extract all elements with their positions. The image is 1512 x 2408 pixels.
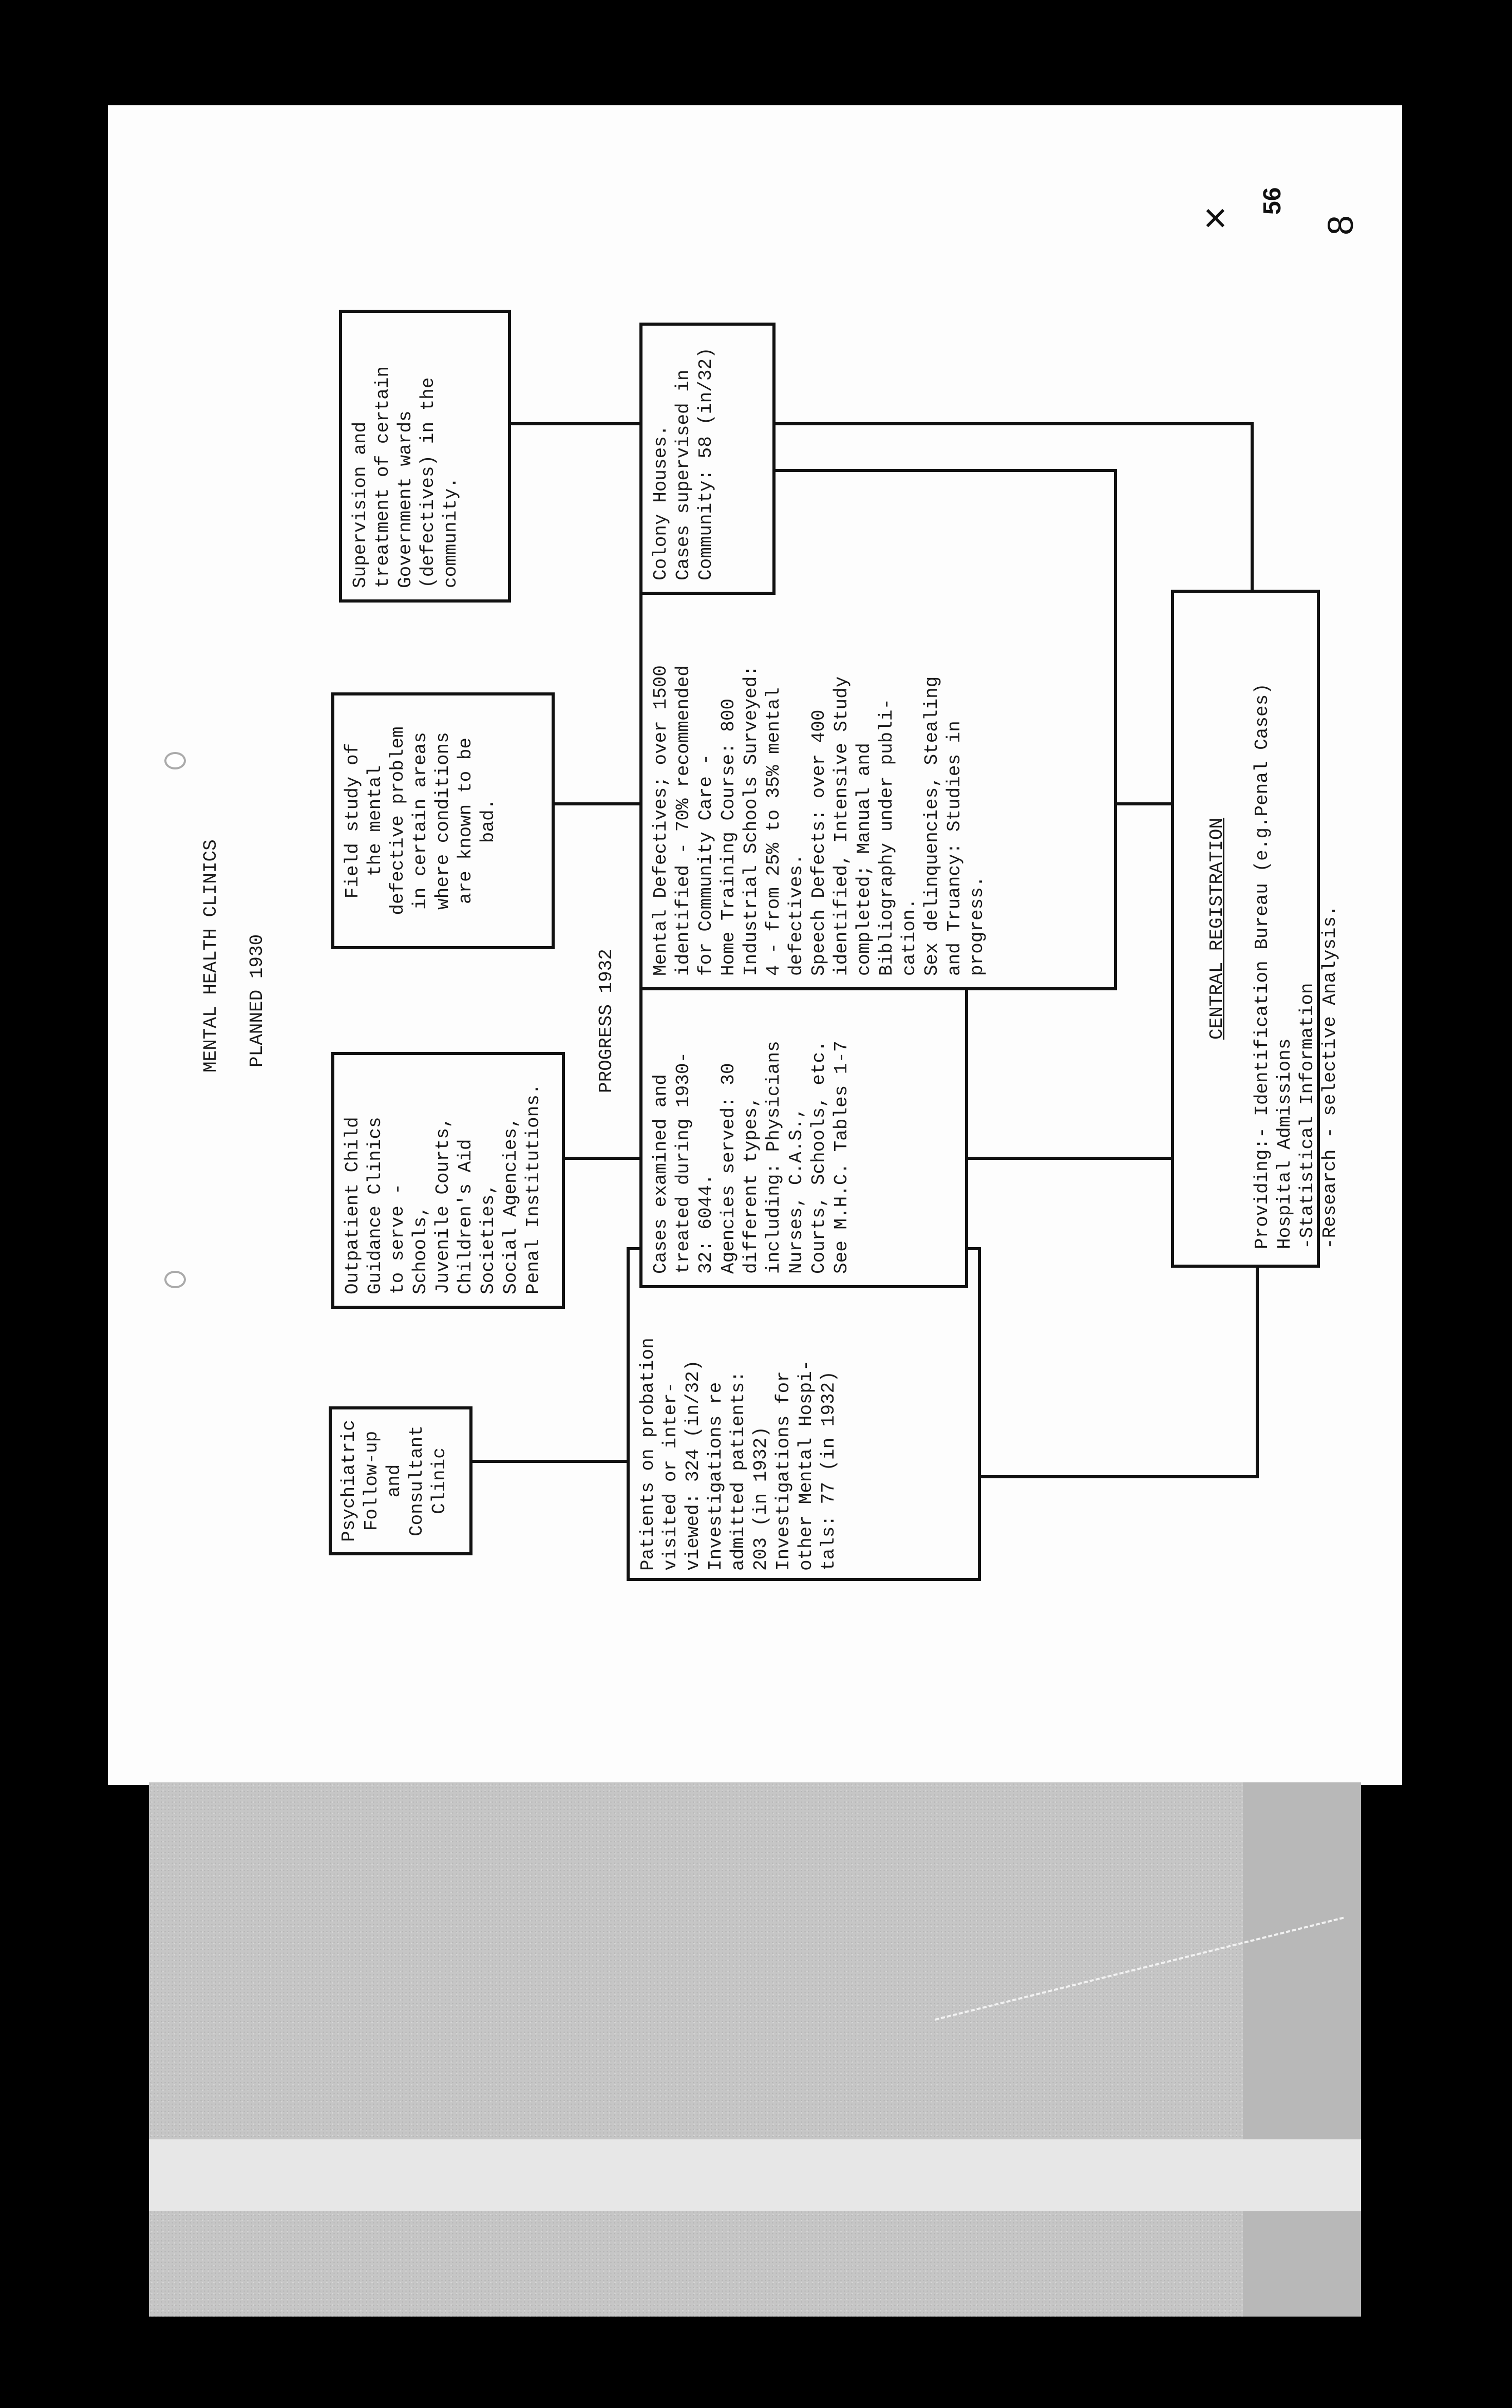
document-title: MENTAL HEALTH CLINICS [200,839,221,1073]
colony-houses-box: Colony Houses. Cases supervised in Community: 58 (in/32) [639,323,776,595]
central-registration-box [1171,590,1340,1268]
cases-examined-box: Cases examined and treated during 1930- 32: 6044. Agencies served: 30 different types, including: Physicians Nurses, C.A.S., Courts, Schools, etc. See M.H.C. Tables 1-7 [639,916,968,1288]
progress-heading: PROGRESS 1932 [596,949,617,1093]
connector-line [472,1460,627,1463]
punch-hole [164,1271,186,1288]
central-registration-details: Providing:- Identification Bureau (e.g.Penal Cases) Hospital Admissions -Statistical Information -Research - selective Analysis. [1252,683,1340,1249]
page-number: 56 [1259,187,1286,215]
connector-line [776,422,1253,425]
corner-mark: 8 [1320,215,1360,235]
field-study-box: Field study of the mental defective problem in certain areas where conditions are known to be bad. [331,692,555,949]
punch-hole [164,752,186,769]
connector-line [981,1475,1258,1478]
connector-line [1117,802,1171,805]
connector-line [968,1157,1171,1160]
supervision-box: Supervision and treatment of certain Government wards (defectives) in the community. [339,310,511,603]
connector-line [511,422,639,425]
x-mark: × [1192,206,1238,230]
patients-probation-box: Patients on probation visited or inter- viewed: 324 (in/32) Investigations re admitted patients: 203 (in 1932) Investigations for other Mental Hospi- tals: 77 (in 1932) [627,1247,981,1581]
outpatient-clinics-box: Outpatient Child Guidance Clinics to serve - Schools, Juvenile Courts, Children's Aid Societies, Social Agencies, Penal Institutions. [331,1052,565,1309]
mental-defectives-box: Mental Defectives; over 1500 identified - 70% recommended for Community Care - Home Training Course: 800 Industrial Schools Surveyed: 4 - from 25% to 35% mental defectives. Speech Defects: over 400 identified, Intensive Study completed; Manual and Bibliography under publi- cation. Sex delinquencies, Stealing and Truancy: Studies in progress. [639,469,1117,990]
psychiatric-clinic-box: Psychiatric Follow-up and Consultant Clinic [329,1406,472,1555]
connector-line [1256,1268,1259,1478]
connector-line [1251,422,1254,590]
planned-heading: PLANNED 1930 [247,934,268,1067]
central-registration-title: CENTRAL REGISTRATION [1206,817,1227,1040]
connector-line [565,1157,639,1160]
connector-line [555,802,639,805]
